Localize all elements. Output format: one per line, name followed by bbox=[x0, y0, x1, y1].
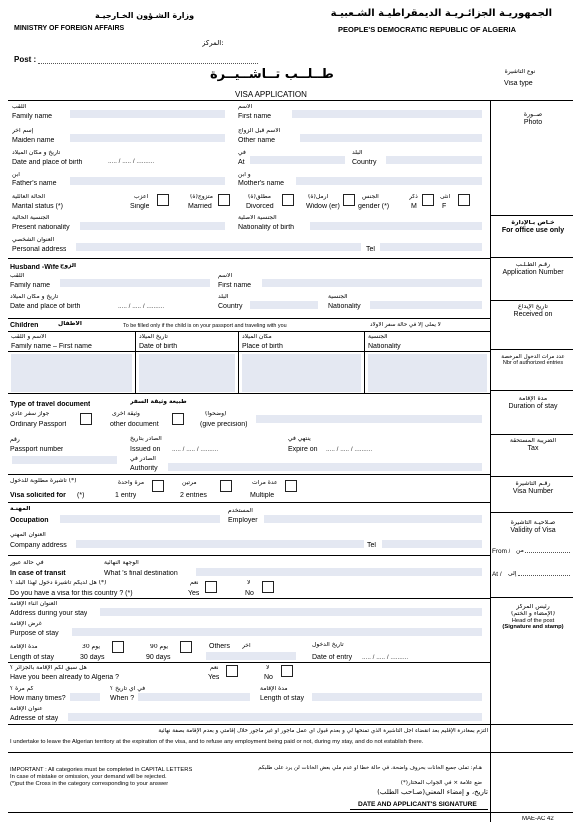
spouse-first-input[interactable] bbox=[262, 279, 482, 287]
validity-label: Validity of Visa bbox=[510, 526, 556, 534]
length2-label: Length of stay bbox=[260, 695, 304, 702]
received-ar: تاريخ الإيداع bbox=[518, 304, 548, 310]
form-code: MAE-AC 42 bbox=[522, 816, 554, 822]
issued-input[interactable]: ..... / ..... / .......... bbox=[172, 446, 219, 453]
other-doc-checkbox[interactable] bbox=[172, 413, 184, 425]
birth-nat-label: Nationality of birth bbox=[238, 224, 295, 231]
spouse-country-label: Country bbox=[218, 303, 243, 310]
visa-ar: تأشيرة مطلوبة للدخول (*) bbox=[10, 478, 77, 484]
republic-ar: الجمهوريـة الجزائـريـة الديمقراطيـة الشـعبيـة bbox=[330, 8, 552, 19]
before-label: Have you been already to Algeria ? bbox=[10, 674, 119, 681]
expire-label: Expire on bbox=[288, 446, 318, 453]
at-label: At / bbox=[492, 571, 502, 578]
other-doc-ar: وثيقة أخرى bbox=[112, 411, 140, 417]
transit-no-label: No bbox=[245, 590, 254, 597]
when-ar: في أي تاريخ ؟ bbox=[110, 686, 146, 692]
birth-country-input[interactable] bbox=[386, 156, 482, 164]
before-yes-ar: نعم bbox=[210, 665, 219, 671]
spouse-title: Husband -Wife bbox=[10, 264, 59, 271]
father-input[interactable] bbox=[70, 177, 225, 185]
child-col-nat: Nationality bbox=[368, 343, 401, 350]
male-ar: ذكر bbox=[409, 194, 418, 200]
employer-label: Employer bbox=[228, 517, 258, 524]
issued-ar: الصادر بتاريخ bbox=[130, 436, 162, 442]
widow-ar: أرمل(ة) bbox=[308, 194, 329, 200]
purpose-ar: غرض الإقامة bbox=[10, 621, 42, 627]
length2-input[interactable] bbox=[312, 693, 482, 701]
length-label: Length of stay bbox=[10, 654, 54, 661]
transit-yes-label: Yes bbox=[188, 590, 200, 597]
spouse-family-input[interactable] bbox=[60, 279, 210, 287]
others-label: Others bbox=[209, 643, 231, 650]
dob-label: Date and place of birth bbox=[12, 159, 83, 166]
visa-type-ar: نوع التأشيرة bbox=[504, 69, 536, 75]
spouse-title-ar: الزوج bbox=[60, 263, 77, 269]
received-label: Received on bbox=[513, 310, 553, 318]
dob-date-input[interactable]: ..... / ..... / .......... bbox=[108, 158, 155, 165]
present-nat-input[interactable] bbox=[80, 222, 225, 230]
photo-label: Photo bbox=[523, 118, 543, 126]
d90-checkbox[interactable] bbox=[180, 641, 192, 653]
transit-q-ar: هل لديكم تأشيرة دخول لهذا البلد ؟ (*) bbox=[10, 580, 107, 586]
family-label: Family name bbox=[12, 113, 53, 120]
dob-ar: تاريخ و مكان الميلاد bbox=[12, 150, 61, 156]
birth-nat-input[interactable] bbox=[310, 222, 482, 230]
travel-title-ar: طبيعة وثيقة السفر bbox=[130, 399, 187, 405]
children-title: Children bbox=[10, 322, 39, 329]
entry-input[interactable]: ..... / ..... / .......... bbox=[362, 654, 409, 661]
married-ar: متزوج(ة) bbox=[190, 194, 213, 200]
length2-ar: مدة الإقامة bbox=[260, 686, 288, 692]
length-ar: مدة الإقامة bbox=[10, 644, 38, 650]
adresse-input[interactable] bbox=[68, 713, 482, 721]
widow-checkbox[interactable] bbox=[343, 194, 355, 206]
entry-label: Date of entry bbox=[312, 654, 353, 661]
gender-ar: الجنس bbox=[362, 194, 379, 200]
mother-input[interactable] bbox=[296, 177, 482, 185]
at-input[interactable] bbox=[518, 570, 570, 576]
precision-input[interactable] bbox=[256, 415, 482, 423]
authority-input[interactable] bbox=[168, 463, 482, 471]
children-title-ar: الأطفال bbox=[58, 321, 82, 327]
photo-ar: صــورة bbox=[523, 112, 543, 118]
spouse-family-label: Family name bbox=[10, 282, 51, 289]
one-entry-label: 1 entry bbox=[115, 492, 137, 499]
when-label: When ? bbox=[110, 695, 135, 702]
present-nat-label: Present nationality bbox=[12, 224, 70, 231]
head-en2: (Signature and stamp) bbox=[502, 624, 564, 631]
spouse-country-ar: البلد bbox=[218, 294, 229, 300]
dest-label: What 's final destination bbox=[104, 570, 178, 577]
head-ar2: (الإمضاء و الختم) bbox=[510, 610, 556, 617]
present-nat-ar: الجنسية الحالية bbox=[12, 215, 50, 221]
two-entry-label: 2 entries bbox=[180, 492, 207, 499]
authority-label: Authority bbox=[130, 465, 158, 472]
spouse-first-ar: الاسم bbox=[218, 273, 233, 279]
ministry-ar: وزارة الشـؤون الخـارجيـة bbox=[95, 12, 195, 20]
when-input[interactable] bbox=[138, 693, 250, 701]
divorced-label: Divorced bbox=[246, 203, 274, 210]
country-ar: البلد bbox=[352, 150, 363, 156]
spouse-dob-label: Date and place of birth bbox=[10, 303, 81, 310]
at-ar-p: في bbox=[238, 150, 246, 156]
multi-entry-label: Multiple bbox=[250, 492, 275, 499]
married-label: Married bbox=[188, 203, 212, 210]
adresse-label: Adresse of stay bbox=[10, 715, 59, 722]
from-label: From / bbox=[492, 548, 511, 555]
passno-input[interactable] bbox=[12, 456, 117, 464]
before-yes-checkbox[interactable] bbox=[226, 665, 238, 677]
spouse-nat-label: Nationality bbox=[328, 303, 361, 310]
tax-label: Tax bbox=[527, 444, 539, 452]
at-ar: إلى bbox=[508, 571, 517, 577]
sign-label: DATE AND APPLICANT'S SIGNATURE bbox=[358, 801, 477, 808]
stay-label: Duration of stay bbox=[508, 402, 558, 410]
spouse-dob-ar: تاريخ و مكان الميلاد bbox=[10, 294, 59, 300]
visa-type-label: Visa type bbox=[504, 80, 533, 87]
father-label: Father's name bbox=[12, 180, 57, 187]
d90-label: 90 days bbox=[146, 654, 171, 661]
multi-entry-ar: عدة مرات bbox=[252, 480, 278, 486]
mother-ar: و ابن bbox=[238, 172, 251, 178]
visa-application-title: VISA APPLICATION bbox=[235, 91, 307, 99]
divorced-ar: مطلق(ة) bbox=[248, 194, 271, 200]
company-tel-input[interactable] bbox=[382, 540, 482, 548]
female-checkbox[interactable] bbox=[458, 194, 470, 206]
address-input[interactable] bbox=[76, 243, 361, 251]
first-input[interactable] bbox=[292, 110, 482, 118]
tel-label: Tel bbox=[366, 246, 375, 253]
post-ar: المركز: bbox=[202, 40, 224, 47]
visa-request-ar: طــلــب تــأشــيــرة bbox=[210, 68, 334, 82]
transit-label: In case of transit bbox=[10, 570, 66, 577]
father-ar: ابن bbox=[12, 172, 20, 178]
precision-ar: (وضحوا) bbox=[205, 411, 227, 417]
dest-ar: الوجهة النهائية bbox=[104, 560, 139, 566]
note-ar-2: (*)ضع علامة × في الجواب المختار bbox=[400, 780, 482, 786]
spouse-nat-ar: الجنسية bbox=[328, 294, 348, 300]
authority-ar: الصادر في bbox=[130, 456, 156, 462]
visa-star: (*) bbox=[77, 492, 85, 499]
family-input[interactable] bbox=[70, 110, 225, 118]
ministry-en: MINISTRY OF FOREIGN AFFAIRS bbox=[14, 25, 125, 32]
sign-ar: تاريخ، و إمضاء المعني(صـاحب الطلب) bbox=[377, 789, 488, 796]
other-ar: الاسم قبل الزواج bbox=[238, 128, 281, 134]
single-ar: أعزب bbox=[134, 194, 149, 200]
ordinary-ar: جواز سفر عادي bbox=[10, 411, 50, 417]
d30-label: 30 days bbox=[80, 654, 105, 661]
two-entry-checkbox[interactable] bbox=[220, 480, 232, 492]
child-col-name: Family name – First name bbox=[11, 343, 92, 350]
children-table bbox=[8, 331, 490, 394]
child-col-name-ar: الاسم و اللقب bbox=[11, 334, 47, 340]
employer-ar: المستخدم bbox=[228, 508, 253, 514]
appno-ar: رقـم الطـلـب bbox=[515, 262, 551, 268]
visano-ar: رقـم التأشيرة bbox=[515, 481, 551, 487]
male-label: M bbox=[411, 203, 417, 210]
spouse-first-label: First name bbox=[218, 282, 252, 289]
company-input[interactable] bbox=[76, 540, 364, 548]
child-nat-input[interactable] bbox=[368, 354, 487, 392]
company-label: Company address bbox=[10, 542, 67, 549]
passno-label: Passport number bbox=[10, 446, 64, 453]
other-input[interactable] bbox=[300, 134, 482, 142]
dest-input[interactable] bbox=[196, 568, 482, 576]
visa-label: Visa solicited for bbox=[10, 492, 66, 499]
female-label: F bbox=[442, 203, 447, 210]
before-no-checkbox[interactable] bbox=[281, 665, 293, 677]
children-note: To be filled only if the child is on your passport and traveling with you bbox=[123, 323, 287, 329]
republic-en: PEOPLE'S DEMOCRATIC REPUBLIC OF ALGERIA bbox=[338, 26, 517, 34]
birth-place-input[interactable] bbox=[250, 156, 345, 164]
address-ar: العنوان الشخصي bbox=[12, 237, 55, 243]
before-no-ar: لا bbox=[266, 665, 270, 671]
office-ar: خـاص بـالإدارة bbox=[511, 220, 555, 226]
address-label: Personal address bbox=[12, 246, 67, 253]
child-col-pob: Place of birth bbox=[242, 343, 283, 350]
ordinary-label: Ordinary Passport bbox=[10, 421, 67, 428]
visano-label: Visa Number bbox=[512, 487, 554, 495]
important-2: In case of mistake or omission, your demand will be rejected. bbox=[10, 774, 167, 780]
note-ar-1: هـام: تملى جميع الخانات بحروف واضحة، في حالة خطأ أو عدم ملي بعض الخانات لن يرد على طلبكم bbox=[258, 765, 482, 771]
child-col-nat-ar: الجنسية bbox=[368, 334, 388, 340]
purpose-label: Purpose of stay bbox=[10, 630, 59, 637]
child-pob-input[interactable] bbox=[242, 354, 361, 392]
head-ar1: رئيس المركز bbox=[516, 604, 550, 610]
travel-title: Type of travel document bbox=[10, 401, 91, 408]
important-1: IMPORTANT : All categories must be completed in CAPITAL LETTERS bbox=[10, 767, 193, 773]
stay-address-input[interactable] bbox=[100, 608, 482, 616]
birth-nat-ar: الجنسية الأصلية bbox=[238, 215, 277, 221]
first-label: First name bbox=[238, 113, 272, 120]
occupation-ar: المهنـة bbox=[10, 506, 31, 512]
from-input[interactable] bbox=[525, 547, 570, 553]
d30-ar: 30 يوم bbox=[82, 644, 101, 650]
stay-address-ar: العنوان أثناء الإقامة bbox=[10, 601, 58, 607]
maiden-input[interactable] bbox=[70, 134, 225, 142]
before-no-label: No bbox=[264, 674, 273, 681]
male-checkbox[interactable] bbox=[422, 194, 434, 206]
gender-label: gender (*) bbox=[358, 203, 390, 210]
divorced-checkbox[interactable] bbox=[282, 194, 294, 206]
one-entry-checkbox[interactable] bbox=[152, 480, 164, 492]
before-ar: هل سبق لكم الإقامة بالجزائر ؟ bbox=[10, 665, 87, 671]
entries-ar: عدد مرات الدخول المرخصة bbox=[501, 354, 565, 360]
marital-label: Marital status (*) bbox=[12, 203, 63, 210]
photo-box bbox=[493, 112, 573, 127]
appno-label: Application Number bbox=[502, 268, 564, 276]
times-ar: كم مرة ؟ bbox=[10, 686, 34, 692]
other-doc-label: other document bbox=[110, 421, 159, 428]
spouse-country-input[interactable] bbox=[250, 301, 318, 309]
adresse-ar: عنوان الإقامة bbox=[10, 706, 43, 712]
children-note-ar: لا يملى إلا في حالة سفر الأولاد bbox=[370, 322, 441, 328]
entries-label: Nbr of authorized entries bbox=[502, 360, 564, 367]
single-checkbox[interactable] bbox=[157, 194, 169, 206]
others-ar: أخر bbox=[242, 643, 251, 649]
from-ar: من bbox=[516, 548, 524, 554]
office-label: For office use only bbox=[501, 226, 565, 234]
employer-input[interactable] bbox=[264, 515, 482, 523]
transit-ar: في حالة عبور bbox=[10, 560, 44, 566]
family-ar: اللقب bbox=[12, 104, 27, 110]
tel-input[interactable] bbox=[380, 243, 482, 251]
times-label: How many times? bbox=[10, 695, 66, 702]
office-use bbox=[493, 220, 573, 235]
occupation-label: Occupation bbox=[10, 517, 49, 524]
head-en1: Head of the post bbox=[511, 617, 555, 624]
expire-ar: ينتهي في bbox=[288, 436, 311, 442]
expire-input[interactable]: ..... / ..... / .......... bbox=[326, 446, 373, 453]
marital-ar: الحالة العائلية bbox=[12, 194, 46, 200]
child-dob-input[interactable] bbox=[139, 354, 235, 392]
company-ar: العنوان المهني bbox=[10, 532, 46, 538]
single-label: Single bbox=[130, 203, 150, 210]
child-name-input[interactable] bbox=[11, 354, 132, 392]
two-entry-ar: مرتين bbox=[182, 480, 197, 486]
commitment-en: I undertake to leave the Algerian territory at the expiration of the visa, and to refuse any employment being paid or not, during my stay, and do not establish there. bbox=[10, 739, 424, 745]
tax-ar: الضريبة المستحقة bbox=[509, 438, 557, 444]
maiden-ar: إسم آخر bbox=[12, 128, 34, 134]
issued-label: Issued on bbox=[130, 446, 161, 453]
commitment-ar: ألتزم بمغادرة الإقليم بعد انقضاء أجل التأشيرة الذي تمنحها لي و بعدم قبول أي عمل مأجور أو غير مأجور خلال إقامتي و بعدم الإقامة بصفة نهائية bbox=[158, 728, 488, 734]
validity-ar: صـلاحيـة التأشيرة bbox=[510, 520, 556, 526]
widow-label: Widow (er) bbox=[306, 203, 340, 210]
purpose-input[interactable] bbox=[72, 628, 482, 636]
signature-field[interactable] bbox=[350, 796, 488, 810]
female-ar: أنثى bbox=[440, 194, 451, 200]
mother-label: Mother's name bbox=[238, 180, 285, 187]
spouse-dob-input[interactable]: ..... / ..... / .......... bbox=[118, 303, 165, 310]
multi-entry-checkbox[interactable] bbox=[285, 480, 297, 492]
child-col-pob-ar: مكان الميلاد bbox=[242, 334, 272, 340]
important-3: (*)put the Cross in the category corresponding to your answer bbox=[10, 781, 169, 787]
before-yes-label: Yes bbox=[208, 674, 220, 681]
birth-at-label: At bbox=[238, 159, 245, 166]
entry-ar: تاريخ الدخول bbox=[312, 642, 344, 648]
transit-yes-checkbox[interactable] bbox=[205, 581, 217, 593]
ordinary-checkbox[interactable] bbox=[80, 413, 92, 425]
spouse-family-ar: اللقب bbox=[10, 273, 25, 279]
other-label: Other name bbox=[238, 137, 275, 144]
one-entry-ar: مرة واحدة bbox=[118, 480, 145, 486]
stay-address-label: Address during your stay bbox=[10, 610, 88, 617]
child-col-dob: Date of birth bbox=[139, 343, 178, 350]
birth-country-label: Country bbox=[352, 159, 377, 166]
transit-no-checkbox[interactable] bbox=[262, 581, 274, 593]
others-input[interactable] bbox=[206, 652, 296, 660]
child-col-dob-ar: تاريخ الميلاد bbox=[139, 334, 168, 340]
passno-ar: رقم bbox=[10, 437, 20, 443]
d90-ar: 90 يوم bbox=[150, 644, 169, 650]
first-ar: الاسم bbox=[238, 104, 253, 110]
transit-q-label: Do you have a visa for this country ? (*) bbox=[10, 590, 133, 597]
precision-label: (give precision) bbox=[200, 421, 248, 428]
transit-no-ar: لا bbox=[247, 580, 251, 586]
post-input[interactable] bbox=[38, 58, 258, 64]
post-label: Post : bbox=[14, 56, 37, 64]
d30-checkbox[interactable] bbox=[112, 641, 124, 653]
times-input[interactable] bbox=[70, 693, 100, 701]
transit-yes-ar: نعم bbox=[190, 580, 199, 586]
company-tel-label: Tel bbox=[367, 542, 376, 549]
occupation-input[interactable] bbox=[60, 515, 220, 523]
maiden-label: Maiden name bbox=[12, 137, 55, 144]
married-checkbox[interactable] bbox=[218, 194, 230, 206]
spouse-nat-input[interactable] bbox=[370, 301, 482, 309]
stay-ar: مدة الإقامة bbox=[518, 396, 548, 402]
